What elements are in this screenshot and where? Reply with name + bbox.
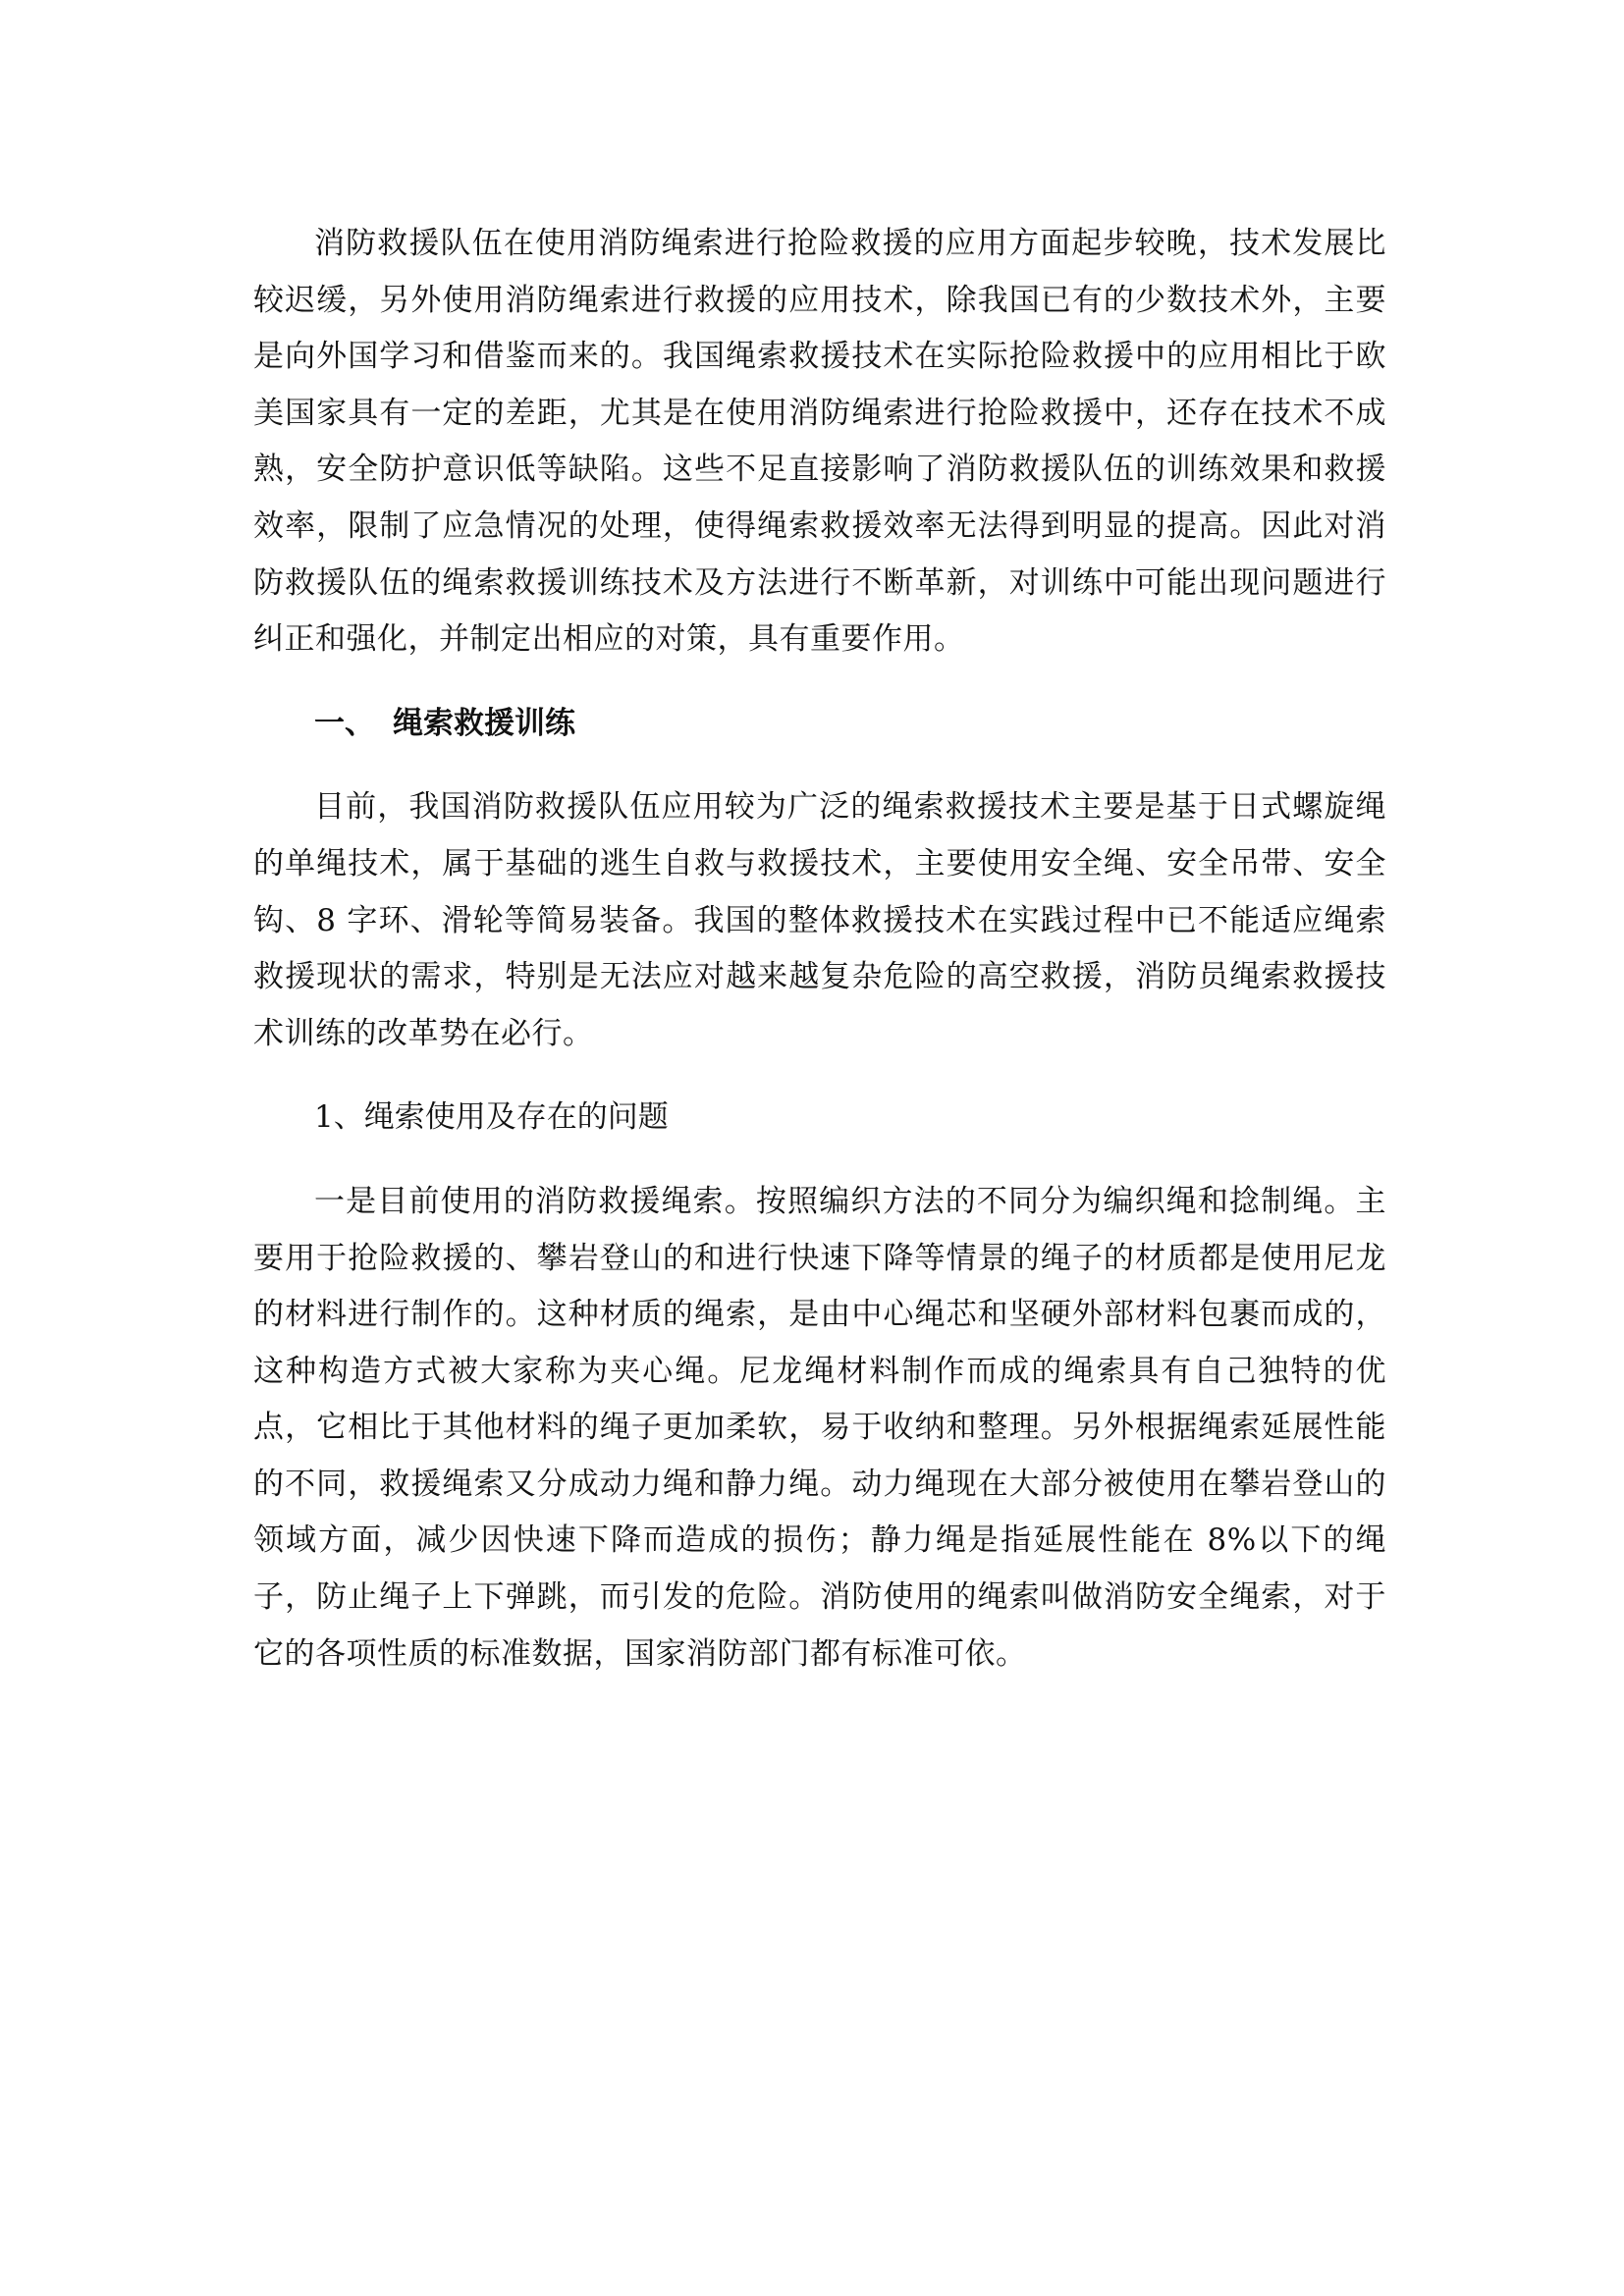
section-number: 一、 [314,705,375,741]
section-heading [253,696,1386,753]
paragraph-current-status: 目前，我国消防救援队伍应用较为广泛的绳索救援技术主要是基于日式螺旋绳的单绳技术，属于基础的逃生自救与救援技术，主要使用安全绳、安全吊带、安全钩、8 字环、滑轮等简易装备。我国的整体救援技术在实践过程中已不能适应绳索救援现状的需求，特别是无法应对越来越复杂危险的高空救援，消防员绳索救援技术训练的改革势在必行。 [253,789,1386,1051]
subsection-heading: 1、绳索使用及存在的问题 [314,1099,669,1136]
paragraph-intro: 消防救援队伍在使用消防绳索进行抢险救援的应用方面起步较晚，技术发展比较迟缓，另外使用消防绳索进行救援的应用技术，除我国已有的少数技术外，主要是向外国学习和借鉴而来的。我国绳索救援技术在实际抢险救援中的应用相比于欧美国家具有一定的差距，尤其是在使用消防绳索进行抢险救援中，还存在技术不成熟，安全防护意识低等缺陷。这些不足直接影响了消防救援队伍的训练效果和救援效率，限制了应急情况的处理，使得绳索救援效率无法得到明显的提高。因此对消防救援队伍的绳索救援训练技术及方法进行不断革新，对训练中可能出现问题进行纠正和强化，并制定出相应的对策，具有重要作用。 [253,226,1386,658]
document-page [253,216,1386,1682]
section-title: 绳索救援训练 [393,705,575,741]
paragraph-rope-types: 一是目前使用的消防救援绳索。按照编织方法的不同分为编织绳和捻制绳。主要用于抢险救援的、攀岩登山的和进行快速下降等情景的绳子的材质都是使用尼龙的材料进行制作的。这种材质的绳索，是由中心绳芯和坚硬外部材料包裹而成的，这种构造方式被大家称为夹心绳。尼龙绳材料制作而成的绳索具有自己独特的优点，它相比于其他材料的绳子更加柔软，易于收纳和整理。另外根据绳索延展性能的不同，救援绳索又分成动力绳和静力绳。动力绳现在大部分被使用在攀岩登山的领域方面，减少因快速下降而造成的损伤；静力绳是指延展性能在 8%以下的绳子，防止绳子上下弹跳，而引发的危险。消防使用的绳索叫做消防安全绳索，对于它的各项性质的标准数据，国家消防部门都有标准可依。 [253,1183,1386,1672]
